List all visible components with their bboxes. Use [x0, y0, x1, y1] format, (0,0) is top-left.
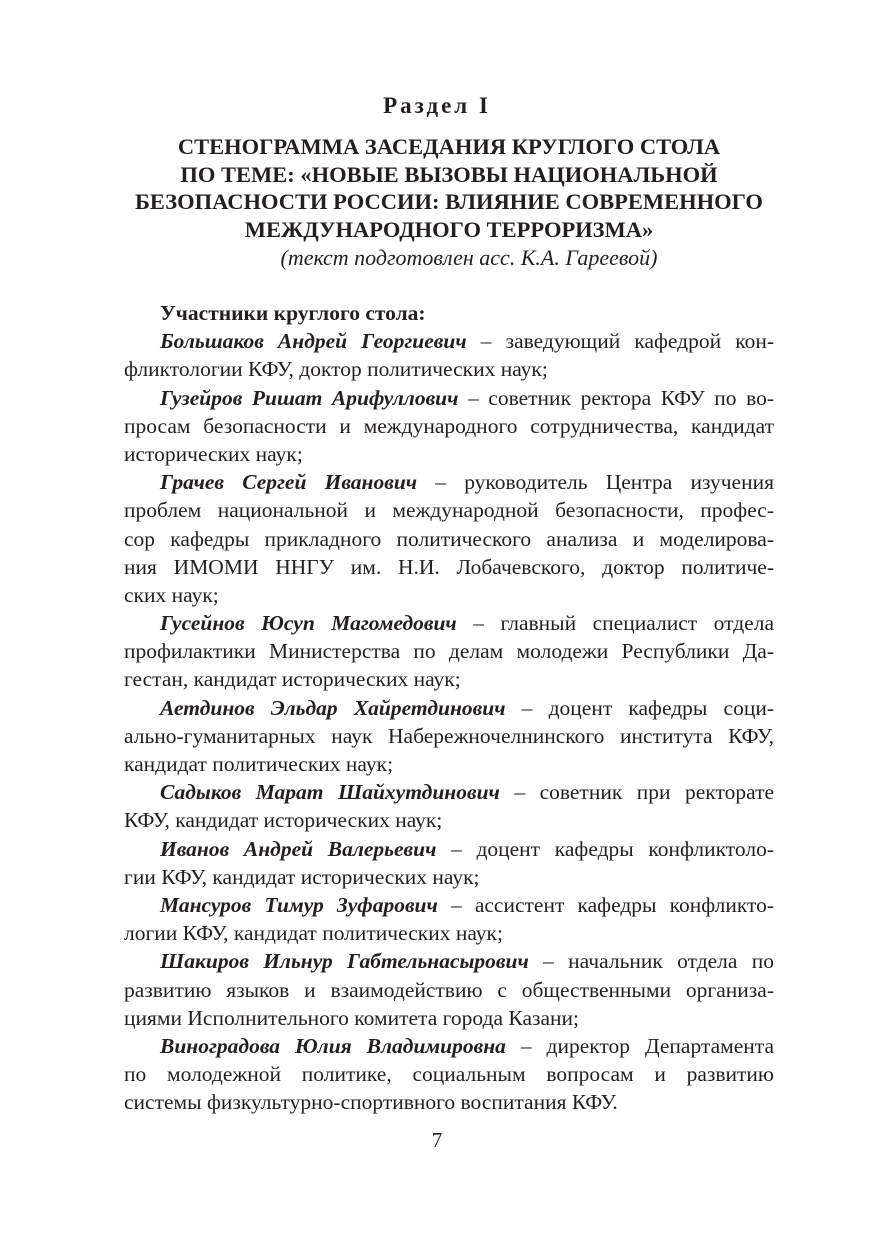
participant-role-start: ассистент кафедры конфликто-: [474, 892, 774, 917]
participant-first-line: [124, 384, 774, 412]
participant-role-start: начальник отдела по: [568, 949, 774, 974]
participant-entry: [124, 468, 774, 609]
participant-role-start: доцент кафедры соци-: [548, 695, 774, 720]
document-title: [124, 133, 774, 243]
section-label: Раздел I: [383, 93, 491, 118]
participants-list: [124, 299, 774, 1116]
participant-role-line: КФУ, кандидат исторических наук;: [124, 808, 443, 833]
participant-entry: [124, 384, 774, 469]
participant-role-line: ально-гуманитарных наук Набережночелнинского института КФУ,: [124, 723, 774, 748]
participant-role-line: циями Исполнительного комитета города Казани;: [124, 1005, 580, 1030]
participant-name: Шакиров Ильнур Габтельнасырович: [160, 949, 529, 974]
participant-separator: –: [458, 385, 489, 410]
participant-role-line: исторических наук;: [124, 441, 303, 466]
participant-name: Садыков Марат Шайхутдинович: [160, 780, 500, 805]
participant-role-start: доцент кафедры конфликтоло-: [476, 836, 774, 861]
participant-entry: [124, 778, 774, 834]
participant-role-line: по молодежной политике, социальным вопросам и развитию: [124, 1062, 774, 1087]
participant-separator: –: [417, 470, 465, 495]
participants-heading: Участники круглого стола:: [160, 301, 426, 325]
participant-separator: –: [499, 780, 540, 805]
participant-first-line: [124, 327, 774, 355]
participant-role-line: гестан, кандидат исторических наук;: [124, 667, 461, 692]
participant-name: Виноградова Юлия Владимировна: [160, 1033, 506, 1058]
participant-role-line: сор кафедры прикладного политического анализа и моделирова-: [124, 526, 774, 551]
participant-role-line: проблем национальной и международной безопасности, профес-: [124, 498, 774, 523]
title-line: СТЕНОГРАММА ЗАСЕДАНИЯ КРУГЛОГО СТОЛА: [177, 134, 721, 159]
participant-role-start: руководитель Центра изучения: [464, 470, 774, 495]
participant-first-line: [124, 835, 774, 863]
participant-name: Гусейнов Юсуп Магомедович: [160, 611, 457, 636]
participant-first-line: [124, 778, 774, 806]
title-line: ПО ТЕМЕ: «НОВЫЕ ВЫЗОВЫ НАЦИОНАЛЬНОЙ: [180, 161, 718, 187]
participant-separator: –: [466, 329, 506, 354]
participant-separator: –: [528, 949, 569, 974]
participant-name: Грачев Сергей Иванович: [160, 470, 418, 495]
participant-entry: [124, 609, 774, 694]
participant-role-line: просам безопасности и международного сотрудничества, кандидат: [124, 413, 774, 438]
participant-role-line: ния ИМОМИ ННГУ им. Н.И. Лобачевского, доктор политиче-: [124, 554, 774, 579]
participant-role-line: профилактики Министерства по делам молодежи Республики Да-: [124, 639, 774, 664]
participant-first-line: [124, 947, 774, 975]
participant-role-line: логии КФУ, кандидат политических наук;: [124, 921, 503, 946]
participant-first-line: [124, 1032, 774, 1060]
participant-role-line: фликтологии КФУ, доктор политических наук;: [124, 357, 548, 382]
participant-name: Большаков Андрей Георгиевич: [160, 329, 467, 354]
participant-role-line: развитию языков и взаимодействию с общественными организа-: [124, 977, 774, 1002]
participant-role-line: системы физкультурно-спортивного воспитания КФУ.: [124, 1090, 618, 1115]
participant-entry: [124, 891, 774, 947]
participant-entry: [124, 327, 774, 383]
participant-name: Аетдинов Эльдар Хайретдинович: [160, 695, 506, 720]
participant-name: Мансуров Тимур Зуфарович: [160, 892, 438, 917]
participant-role-start: советник ректора КФУ по во-: [488, 385, 774, 410]
participant-separator: –: [437, 892, 475, 917]
participant-separator: –: [505, 1033, 547, 1058]
participant-entry: [124, 694, 774, 779]
participant-entry: [124, 835, 774, 891]
participant-role-line: гии КФУ, кандидат исторических наук;: [124, 864, 480, 889]
participant-entry: [124, 1032, 774, 1117]
participant-role-start: заведующий кафедрой кон-: [505, 329, 774, 354]
participant-first-line: [124, 468, 774, 496]
participants-container: [124, 327, 774, 1116]
participant-separator: –: [456, 611, 501, 636]
participant-role-line: кандидат политических наук;: [124, 752, 394, 776]
page-number: 7: [431, 1128, 443, 1152]
title-line: БЕЗОПАСНОСТИ РОССИИ: ВЛИЯНИЕ СОВРЕМЕННОГО: [135, 189, 763, 214]
participant-role-start: директор Департамента: [546, 1033, 774, 1058]
title-line: МЕЖДУНАРОДНОГО ТЕРРОРИЗМА»: [244, 216, 654, 242]
participant-separator: –: [505, 695, 549, 720]
preparation-note: (текст подготовлен асс. К.А. Гареевой): [280, 245, 658, 270]
participant-first-line: [124, 694, 774, 722]
participant-entry: [124, 947, 774, 1032]
participant-first-line: [124, 609, 774, 637]
participant-first-line: [124, 891, 774, 919]
participant-role-start: советник при ректорате: [539, 780, 774, 805]
participant-name: Иванов Андрей Валерьевич: [160, 836, 437, 861]
participant-name: Гузейров Ришат Арифуллович: [160, 385, 459, 410]
participant-role-line: ских наук;: [124, 582, 219, 607]
participant-role-start: главный специалист отдела: [500, 611, 774, 636]
participant-separator: –: [436, 836, 477, 861]
